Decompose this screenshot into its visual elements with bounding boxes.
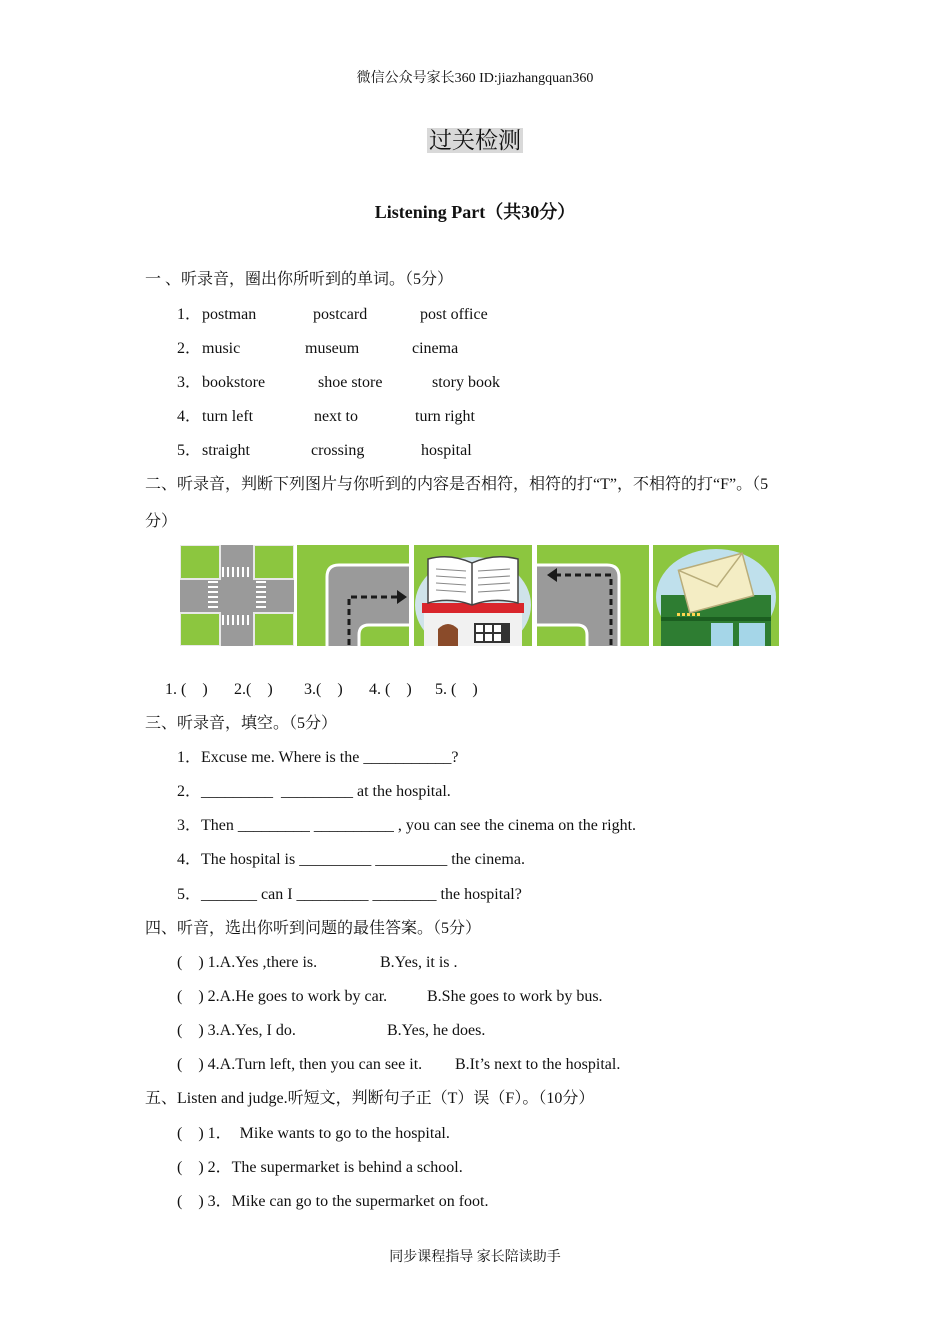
- choice-question: ( ) 1.A.Yes ,there is.: [177, 954, 318, 971]
- page-subtitle: Listening Part（共30分）: [374, 202, 576, 222]
- section1-word: hospital: [421, 442, 472, 459]
- choice-question: ( ) 3.A.Yes, I do.: [177, 1022, 296, 1039]
- answer-blank: 3.( ): [304, 681, 343, 698]
- section1-word: postcard: [313, 306, 368, 323]
- choice-option-b: B.Yes, he does.: [387, 1022, 486, 1039]
- choice-option-b: B.Yes, it is .: [380, 954, 458, 971]
- fill-blank-item: 1．Excuse me. Where is the ___________?: [177, 749, 459, 766]
- section1-word: cinema: [412, 340, 459, 357]
- picture-bookstore: [414, 545, 532, 646]
- page-footer: 同步课程指导 家长陪读助手: [389, 1250, 561, 1265]
- choice-option-b: B.It’s next to the hospital.: [455, 1056, 621, 1073]
- judge-item: ( ) 2．The supermarket is behind a school.: [177, 1159, 463, 1176]
- judge-item: ( ) 3．Mike can go to the supermarket on foot.: [177, 1193, 489, 1210]
- judge-item: ( ) 1． Mike wants to go to the hospital.: [177, 1125, 450, 1142]
- section1-item-num: 5．: [177, 442, 202, 459]
- picture-turn-right: [297, 545, 409, 646]
- section1-word: post office: [420, 306, 488, 323]
- section1-word: turn left: [202, 408, 254, 425]
- answer-blank: 5. ( ): [435, 681, 478, 698]
- section1-item-num: 4．: [177, 408, 202, 425]
- section1-word: turn right: [415, 408, 475, 425]
- fill-blank-item: 5．_______ can I _________ ________ the hospital?: [177, 886, 522, 903]
- section2-heading: 二、听录音，判断下列图片与你听到的内容是否相符，相符的打“T”，不相符的打“F”。（5: [145, 476, 769, 493]
- section1-item-num: 1．: [177, 306, 202, 323]
- page-title: [0, 122, 950, 155]
- section1-word: shoe store: [318, 374, 383, 391]
- section2-heading-cont: 分）: [145, 513, 178, 530]
- fill-blank-item: 2．_________ _________ at the hospital.: [177, 783, 451, 800]
- section1-word: story book: [432, 374, 500, 391]
- section1-item-num: 2．: [177, 340, 202, 357]
- answer-blank: 1. ( ): [165, 681, 208, 698]
- section1-word: straight: [202, 442, 250, 459]
- picture-turn-left: [537, 545, 649, 646]
- section1-item-num: 3．: [177, 374, 202, 391]
- section1-word: crossing: [311, 442, 365, 459]
- section4-heading: 四、听音，选出你听到问题的最佳答案。（5分）: [145, 920, 482, 937]
- section3-heading: 三、听录音，填空。（5分）: [145, 715, 338, 732]
- section1-word: bookstore: [202, 374, 266, 391]
- section1-word: museum: [305, 340, 360, 357]
- section1-heading: 一 、听录音，圈出你所听到的单词。（5分）: [145, 271, 454, 288]
- choice-question: ( ) 4.A.Turn left, then you can see it.: [177, 1056, 423, 1073]
- picture-post-office: [653, 545, 779, 646]
- section1-word: music: [202, 340, 241, 357]
- picture-crossing: [180, 545, 294, 646]
- section1-word: next to: [314, 408, 358, 425]
- answer-blank: 4. ( ): [369, 681, 412, 698]
- section5-heading: 五、Listen and judge.听短文，判断句子正（T）误（F）。（10分）: [145, 1090, 595, 1107]
- page-header: 微信公众号家长360 ID:jiazhangquan360: [356, 71, 594, 86]
- section1-word: postman: [202, 306, 257, 323]
- fill-blank-item: 4．The hospital is _________ _________ the cinema.: [177, 851, 525, 868]
- answer-blank: 2.( ): [234, 681, 273, 698]
- choice-question: ( ) 2.A.He goes to work by car.: [177, 988, 388, 1005]
- choice-option-b: B.She goes to work by bus.: [427, 988, 603, 1005]
- fill-blank-item: 3．Then _________ __________ , you can see the cinema on the right.: [177, 817, 637, 834]
- page-title-text: 过关检测: [429, 128, 521, 153]
